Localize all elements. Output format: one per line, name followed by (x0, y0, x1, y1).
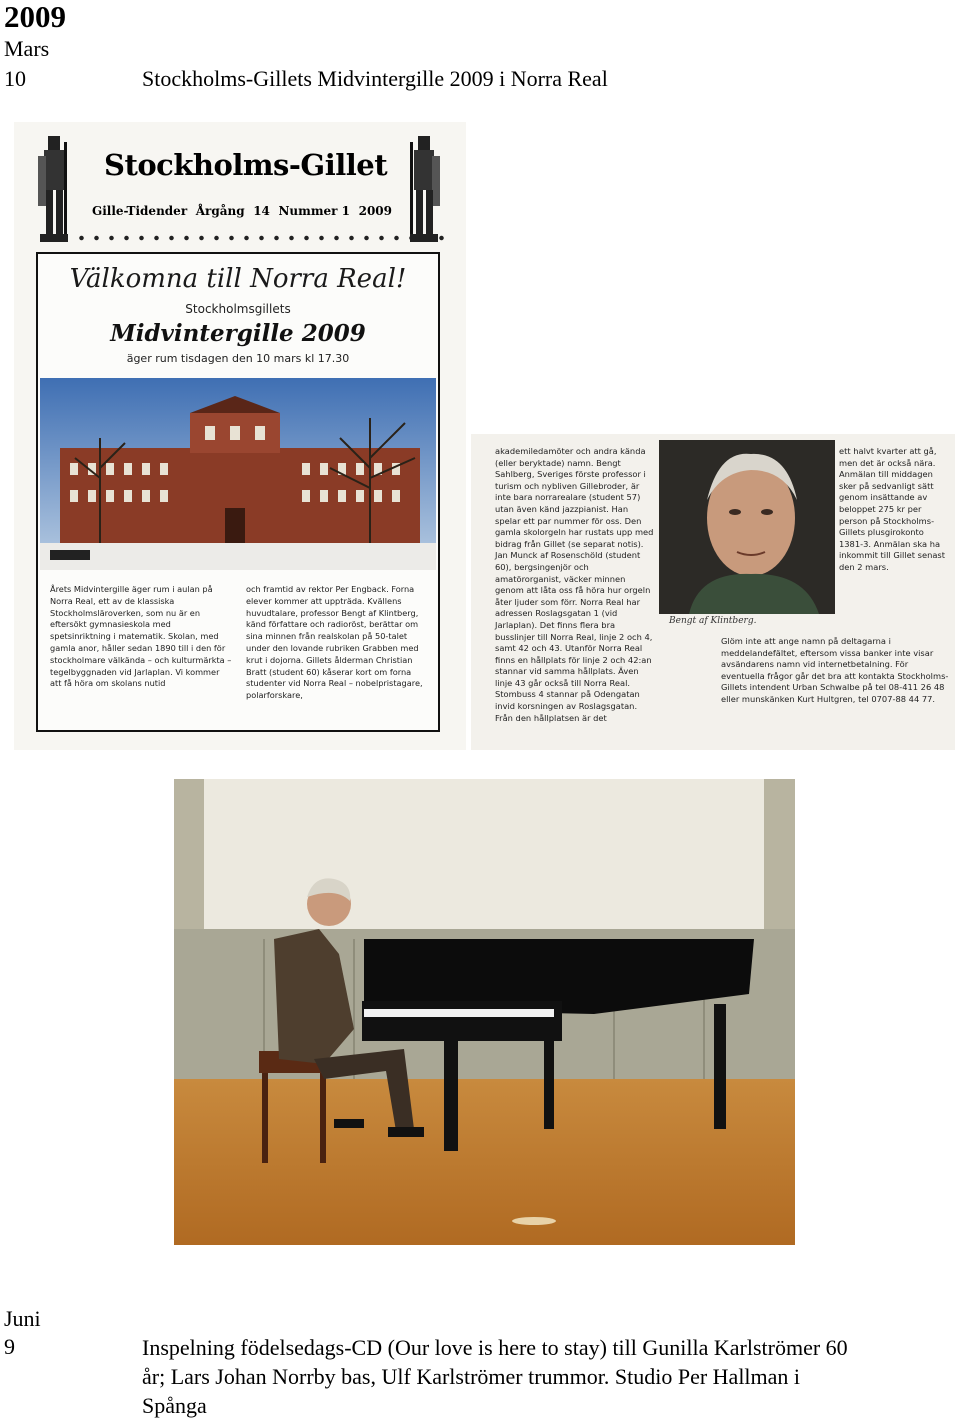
article-column: Glöm inte att ange namn på deltagarna i meddelandefältet, eftersom vissa banker inte visar avsändarens namn vid internetbetalning. För eventuella frågor går det bra att kontakta Stockholms-Gillets intendent Urban Schwalbe på tel 08-411 26 48 eller munskänken Kurt Hultgren, tel 0707-88 44 77. (721, 636, 949, 704)
portrait-photo (659, 440, 835, 614)
month-label: Mars (4, 36, 50, 61)
year-heading: 2009 (4, 0, 66, 34)
masthead-title: Stockholms-Gillet (104, 148, 388, 182)
subtitle: Stockholmsgillets (185, 302, 291, 316)
event-time: äger rum tisdagen den 10 mars kl 17.30 (126, 352, 350, 365)
knight-emblem-left-icon (34, 136, 74, 244)
meta-item: 14 (253, 204, 270, 218)
entry-text: Stockholms-Gillets Midvintergille 2009 i Norra Real (142, 66, 608, 91)
entry-line: Spånga (142, 1393, 207, 1418)
meta-item: Nummer 1 (278, 204, 351, 218)
newsletter-clipping-continued (471, 434, 955, 750)
newsletter-clipping (14, 122, 466, 750)
month-label: Juni (4, 1306, 41, 1331)
meta-item: 2009 (358, 204, 392, 218)
day-label: 9 (4, 1334, 15, 1359)
article-column: Årets Midvintergille äger rum i aulan på Norra Real, ett av de klassiska Stockholmsläroverken, som nu är en eftersökt gymnasieskola med spetsinriktning i matematik. Skolan, med gamla anor, håller sedan 1890 till i den för stockholmare välkända – och kulturmärkta – tegelbyggnaden vid Jarlaplan. Vi kommer att få höra om skolans nutid (50, 584, 232, 689)
welcome-heading: Välkomna till Norra Real! (69, 264, 407, 294)
piano-performance-photo (174, 779, 795, 1245)
event-title: Midvintergille 2009 (110, 320, 366, 347)
article-columns (50, 584, 428, 702)
meta-item: Årgång (195, 204, 245, 218)
invitation-box (36, 252, 440, 732)
meta-item: Gille-Tidender (92, 204, 188, 218)
masthead (14, 122, 466, 242)
article-column: ett halvt kvarter att gå, men det är också nära. Anmälan till middagen sker på sedvanligt sätt genom insättande av beloppet 275 kr per person på Stockholms-Gillets plusgirokonto 1381-3. Anmälan ska ha inkommit till Gillet senast den 2 mars. (839, 446, 945, 572)
entry-line: Inspelning födelsedags-CD (Our love is here to stay) till Gunilla Karlströmer 60 (142, 1335, 848, 1360)
school-building-photo (40, 378, 436, 570)
article-column: akademiledamöter och andra kända (eller beryktade) namn. Bengt Sahlberg, Sveriges förste professor i turism och nybliven Gillebroder, är inte bara norrarealare (student 57) utan även känd jazzpianist. Han spelar ett par nummer för oss. Den gamla skolorgeln har rustats upp med bidrag från Gillet (se separat notis). Jan Munck af Rosenschöld (student 60), bergsingenjör och amatörorganist, väcker minnen genom att låta oss få höra hur orgeln åter ljuder som förr. Norra Real har adressen Roslagsgatan 1 (vid Jarlaplan). Det finns flera bra busslinjer till Norra Real, linje 2 och 4, samt 42 och 43. Utanför Norra Real finns en hållplats för linje 2 och 42:an stannar vid samma hållplats. Även linje 43 går också till Norra Real. Stombuss 4 stannar på Odengatan invid korsningen av Roslagsgatan. Från den hållplatsen är det (495, 446, 654, 723)
knight-emblem-right-icon (404, 136, 444, 244)
entry-text (142, 1333, 960, 1420)
masthead-meta (92, 204, 392, 218)
day-label: 10 (4, 66, 26, 91)
entry-line: år; Lars Johan Norrby bas, Ulf Karlströmer trummor. Studio Per Hallman i (142, 1364, 801, 1389)
photo-caption: Bengt af Klintberg. (669, 616, 757, 626)
article-column: och framtid av rektor Per Engback. Forna elever kommer att uppträda. Kvällens huvudtalare, professor Bengt af Klintberg, känd författare och radioröst, berättar om sina minnen från realskolan på 50-talet under den lovande rubriken Grabben med krut i dojorna. Gillets ålderman Christian Bratt (student 60) kåserar kort om forna studenter vid Norra Real – nobelpristagare, polarforskare, (246, 584, 423, 701)
dotted-divider (74, 235, 446, 241)
